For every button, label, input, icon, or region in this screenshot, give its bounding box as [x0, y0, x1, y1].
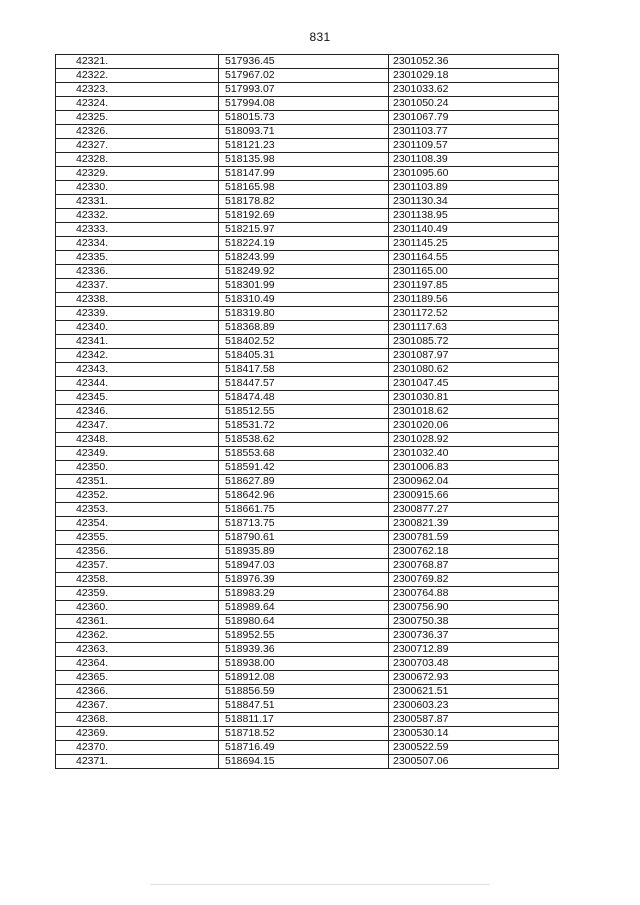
point-id-cell: 42327.: [56, 139, 219, 153]
point-id-cell: 42370.: [56, 741, 219, 755]
point-id-cell: 42326.: [56, 125, 219, 139]
point-id-cell: 42325.: [56, 111, 219, 125]
y-coordinate-cell: 2301080.62: [389, 363, 559, 377]
x-coordinate-cell: 518538.62: [219, 433, 389, 447]
y-coordinate-cell: 2301164.55: [389, 251, 559, 265]
table-row: [56, 531, 559, 545]
table-row: [56, 727, 559, 741]
y-coordinate-cell: 2300915.66: [389, 489, 559, 503]
x-coordinate-cell: 518790.61: [219, 531, 389, 545]
point-id-cell: 42324.: [56, 97, 219, 111]
table-row: [56, 223, 559, 237]
y-coordinate-cell: 2300962.04: [389, 475, 559, 489]
y-coordinate-cell: 2301033.62: [389, 83, 559, 97]
y-coordinate-cell: 2300750.38: [389, 615, 559, 629]
table-row: [56, 279, 559, 293]
y-coordinate-cell: 2301047.45: [389, 377, 559, 391]
table-row: [56, 125, 559, 139]
point-id-cell: 42348.: [56, 433, 219, 447]
table-row: [56, 307, 559, 321]
point-id-cell: 42351.: [56, 475, 219, 489]
x-coordinate-cell: 518215.97: [219, 223, 389, 237]
table-row: [56, 713, 559, 727]
point-id-cell: 42366.: [56, 685, 219, 699]
table-row: [56, 629, 559, 643]
y-coordinate-cell: 2301067.79: [389, 111, 559, 125]
point-id-cell: 42343.: [56, 363, 219, 377]
y-coordinate-cell: 2300781.59: [389, 531, 559, 545]
table-row: [56, 377, 559, 391]
point-id-cell: 42353.: [56, 503, 219, 517]
y-coordinate-cell: 2300672.93: [389, 671, 559, 685]
y-coordinate-cell: 2301189.56: [389, 293, 559, 307]
x-coordinate-cell: 518912.08: [219, 671, 389, 685]
table-row: [56, 503, 559, 517]
x-coordinate-cell: 518627.89: [219, 475, 389, 489]
table-row: [56, 139, 559, 153]
y-coordinate-cell: 2301108.39: [389, 153, 559, 167]
table-row: [56, 349, 559, 363]
table-row: [56, 741, 559, 755]
point-id-cell: 42360.: [56, 601, 219, 615]
x-coordinate-cell: 518856.59: [219, 685, 389, 699]
y-coordinate-cell: 2301140.49: [389, 223, 559, 237]
point-id-cell: 42352.: [56, 489, 219, 503]
point-id-cell: 42358.: [56, 573, 219, 587]
point-id-cell: 42359.: [56, 587, 219, 601]
x-coordinate-cell: 517936.45: [219, 55, 389, 69]
y-coordinate-cell: 2301050.24: [389, 97, 559, 111]
point-id-cell: 42367.: [56, 699, 219, 713]
table-row: [56, 517, 559, 531]
y-coordinate-cell: 2301028.92: [389, 433, 559, 447]
y-coordinate-cell: 2301130.34: [389, 195, 559, 209]
point-id-cell: 42337.: [56, 279, 219, 293]
table-row: [56, 69, 559, 83]
x-coordinate-cell: 518192.69: [219, 209, 389, 223]
point-id-cell: 42323.: [56, 83, 219, 97]
point-id-cell: 42346.: [56, 405, 219, 419]
x-coordinate-cell: 518301.99: [219, 279, 389, 293]
x-coordinate-cell: 518935.89: [219, 545, 389, 559]
table-row: [56, 475, 559, 489]
x-coordinate-cell: 518947.03: [219, 559, 389, 573]
point-id-cell: 42355.: [56, 531, 219, 545]
point-id-cell: 42357.: [56, 559, 219, 573]
point-id-cell: 42349.: [56, 447, 219, 461]
table-row: [56, 55, 559, 69]
x-coordinate-cell: 518952.55: [219, 629, 389, 643]
x-coordinate-cell: 518983.29: [219, 587, 389, 601]
point-id-cell: 42356.: [56, 545, 219, 559]
point-id-cell: 42331.: [56, 195, 219, 209]
point-id-cell: 42369.: [56, 727, 219, 741]
x-coordinate-cell: 518224.19: [219, 237, 389, 251]
y-coordinate-cell: 2301095.60: [389, 167, 559, 181]
point-id-cell: 42350.: [56, 461, 219, 475]
x-coordinate-cell: 518474.48: [219, 391, 389, 405]
table-row: [56, 181, 559, 195]
point-id-cell: 42342.: [56, 349, 219, 363]
table-row: [56, 83, 559, 97]
y-coordinate-cell: 2300877.27: [389, 503, 559, 517]
y-coordinate-cell: 2300603.23: [389, 699, 559, 713]
y-coordinate-cell: 2301087.97: [389, 349, 559, 363]
y-coordinate-cell: 2300712.89: [389, 643, 559, 657]
x-coordinate-cell: 518939.36: [219, 643, 389, 657]
x-coordinate-cell: 518847.51: [219, 699, 389, 713]
x-coordinate-cell: 518405.31: [219, 349, 389, 363]
x-coordinate-cell: 518147.99: [219, 167, 389, 181]
point-id-cell: 42371.: [56, 755, 219, 769]
y-coordinate-cell: 2300530.14: [389, 727, 559, 741]
y-coordinate-cell: 2300762.18: [389, 545, 559, 559]
y-coordinate-cell: 2301032.40: [389, 447, 559, 461]
x-coordinate-cell: 518694.15: [219, 755, 389, 769]
x-coordinate-cell: 518447.57: [219, 377, 389, 391]
point-id-cell: 42336.: [56, 265, 219, 279]
table-row: [56, 405, 559, 419]
table-row: [56, 321, 559, 335]
y-coordinate-cell: 2301103.77: [389, 125, 559, 139]
page-number: 831: [309, 30, 331, 44]
point-id-cell: 42365.: [56, 671, 219, 685]
x-coordinate-cell: 518417.58: [219, 363, 389, 377]
x-coordinate-cell: 518713.75: [219, 517, 389, 531]
y-coordinate-cell: 2300703.48: [389, 657, 559, 671]
x-coordinate-cell: 518310.49: [219, 293, 389, 307]
table-row: [56, 293, 559, 307]
x-coordinate-cell: 518642.96: [219, 489, 389, 503]
y-coordinate-cell: 2301029.18: [389, 69, 559, 83]
y-coordinate-cell: 2300736.37: [389, 629, 559, 643]
y-coordinate-cell: 2301006.83: [389, 461, 559, 475]
table-row: [56, 209, 559, 223]
point-id-cell: 42322.: [56, 69, 219, 83]
table-row: [56, 615, 559, 629]
x-coordinate-cell: 518368.89: [219, 321, 389, 335]
y-coordinate-cell: 2301018.62: [389, 405, 559, 419]
x-coordinate-cell: 518093.71: [219, 125, 389, 139]
y-coordinate-cell: 2300769.82: [389, 573, 559, 587]
y-coordinate-cell: 2301109.57: [389, 139, 559, 153]
table-row: [56, 601, 559, 615]
table-row: [56, 419, 559, 433]
y-coordinate-cell: 2301030.81: [389, 391, 559, 405]
table-row: [56, 167, 559, 181]
y-coordinate-cell: 2301103.89: [389, 181, 559, 195]
x-coordinate-cell: 518553.68: [219, 447, 389, 461]
x-coordinate-cell: 518591.42: [219, 461, 389, 475]
x-coordinate-cell: 517967.02: [219, 69, 389, 83]
point-id-cell: 42332.: [56, 209, 219, 223]
y-coordinate-cell: 2300621.51: [389, 685, 559, 699]
table-row: [56, 643, 559, 657]
x-coordinate-cell: 518121.23: [219, 139, 389, 153]
y-coordinate-cell: 2301145.25: [389, 237, 559, 251]
table-row: [56, 111, 559, 125]
x-coordinate-cell: 518249.92: [219, 265, 389, 279]
table-row: [56, 657, 559, 671]
x-coordinate-cell: 518980.64: [219, 615, 389, 629]
x-coordinate-cell: 518402.52: [219, 335, 389, 349]
y-coordinate-cell: 2300768.87: [389, 559, 559, 573]
x-coordinate-cell: 518015.73: [219, 111, 389, 125]
table-row: [56, 685, 559, 699]
table-row: [56, 573, 559, 587]
table-row: [56, 699, 559, 713]
point-id-cell: 42335.: [56, 251, 219, 265]
table-row: [56, 265, 559, 279]
point-id-cell: 42333.: [56, 223, 219, 237]
x-coordinate-cell: 517993.07: [219, 83, 389, 97]
point-id-cell: 42329.: [56, 167, 219, 181]
point-id-cell: 42334.: [56, 237, 219, 251]
y-coordinate-cell: 2301138.95: [389, 209, 559, 223]
point-id-cell: 42339.: [56, 307, 219, 321]
table-row: [56, 559, 559, 573]
y-coordinate-cell: 2300507.06: [389, 755, 559, 769]
y-coordinate-cell: 2301165.00: [389, 265, 559, 279]
x-coordinate-cell: 518718.52: [219, 727, 389, 741]
y-coordinate-cell: 2300756.90: [389, 601, 559, 615]
point-id-cell: 42362.: [56, 629, 219, 643]
table-row: [56, 363, 559, 377]
x-coordinate-cell: 518976.39: [219, 573, 389, 587]
table-row: [56, 153, 559, 167]
table-row: [56, 671, 559, 685]
y-coordinate-cell: 2300587.87: [389, 713, 559, 727]
point-id-cell: 42341.: [56, 335, 219, 349]
y-coordinate-cell: 2300522.59: [389, 741, 559, 755]
table-body: [56, 55, 559, 769]
x-coordinate-cell: 518716.49: [219, 741, 389, 755]
x-coordinate-cell: 518989.64: [219, 601, 389, 615]
point-id-cell: 42354.: [56, 517, 219, 531]
y-coordinate-cell: 2301172.52: [389, 307, 559, 321]
point-id-cell: 42347.: [56, 419, 219, 433]
table-row: [56, 237, 559, 251]
y-coordinate-cell: 2300764.88: [389, 587, 559, 601]
y-coordinate-cell: 2301052.36: [389, 55, 559, 69]
point-id-cell: 42338.: [56, 293, 219, 307]
table-row: [56, 447, 559, 461]
y-coordinate-cell: 2300821.39: [389, 517, 559, 531]
table-row: [56, 335, 559, 349]
x-coordinate-cell: 517994.08: [219, 97, 389, 111]
y-coordinate-cell: 2301085.72: [389, 335, 559, 349]
x-coordinate-cell: 518531.72: [219, 419, 389, 433]
table-row: [56, 97, 559, 111]
x-coordinate-cell: 518319.80: [219, 307, 389, 321]
point-id-cell: 42330.: [56, 181, 219, 195]
coordinates-table: [55, 54, 559, 769]
point-id-cell: 42364.: [56, 657, 219, 671]
x-coordinate-cell: 518938.00: [219, 657, 389, 671]
point-id-cell: 42345.: [56, 391, 219, 405]
point-id-cell: 42344.: [56, 377, 219, 391]
point-id-cell: 42368.: [56, 713, 219, 727]
y-coordinate-cell: 2301117.63: [389, 321, 559, 335]
x-coordinate-cell: 518811.17: [219, 713, 389, 727]
table-row: [56, 195, 559, 209]
bottom-divider: [150, 884, 490, 885]
point-id-cell: 42363.: [56, 643, 219, 657]
y-coordinate-cell: 2301197.85: [389, 279, 559, 293]
table-row: [56, 391, 559, 405]
x-coordinate-cell: 518243.99: [219, 251, 389, 265]
table-row: [56, 251, 559, 265]
table-row: [56, 489, 559, 503]
table-row: [56, 545, 559, 559]
point-id-cell: 42361.: [56, 615, 219, 629]
table-row: [56, 433, 559, 447]
x-coordinate-cell: 518512.55: [219, 405, 389, 419]
x-coordinate-cell: 518178.82: [219, 195, 389, 209]
table-row: [56, 587, 559, 601]
x-coordinate-cell: 518661.75: [219, 503, 389, 517]
x-coordinate-cell: 518135.98: [219, 153, 389, 167]
point-id-cell: 42340.: [56, 321, 219, 335]
point-id-cell: 42321.: [56, 55, 219, 69]
x-coordinate-cell: 518165.98: [219, 181, 389, 195]
table-row: [56, 461, 559, 475]
table-row: [56, 755, 559, 769]
point-id-cell: 42328.: [56, 153, 219, 167]
y-coordinate-cell: 2301020.06: [389, 419, 559, 433]
